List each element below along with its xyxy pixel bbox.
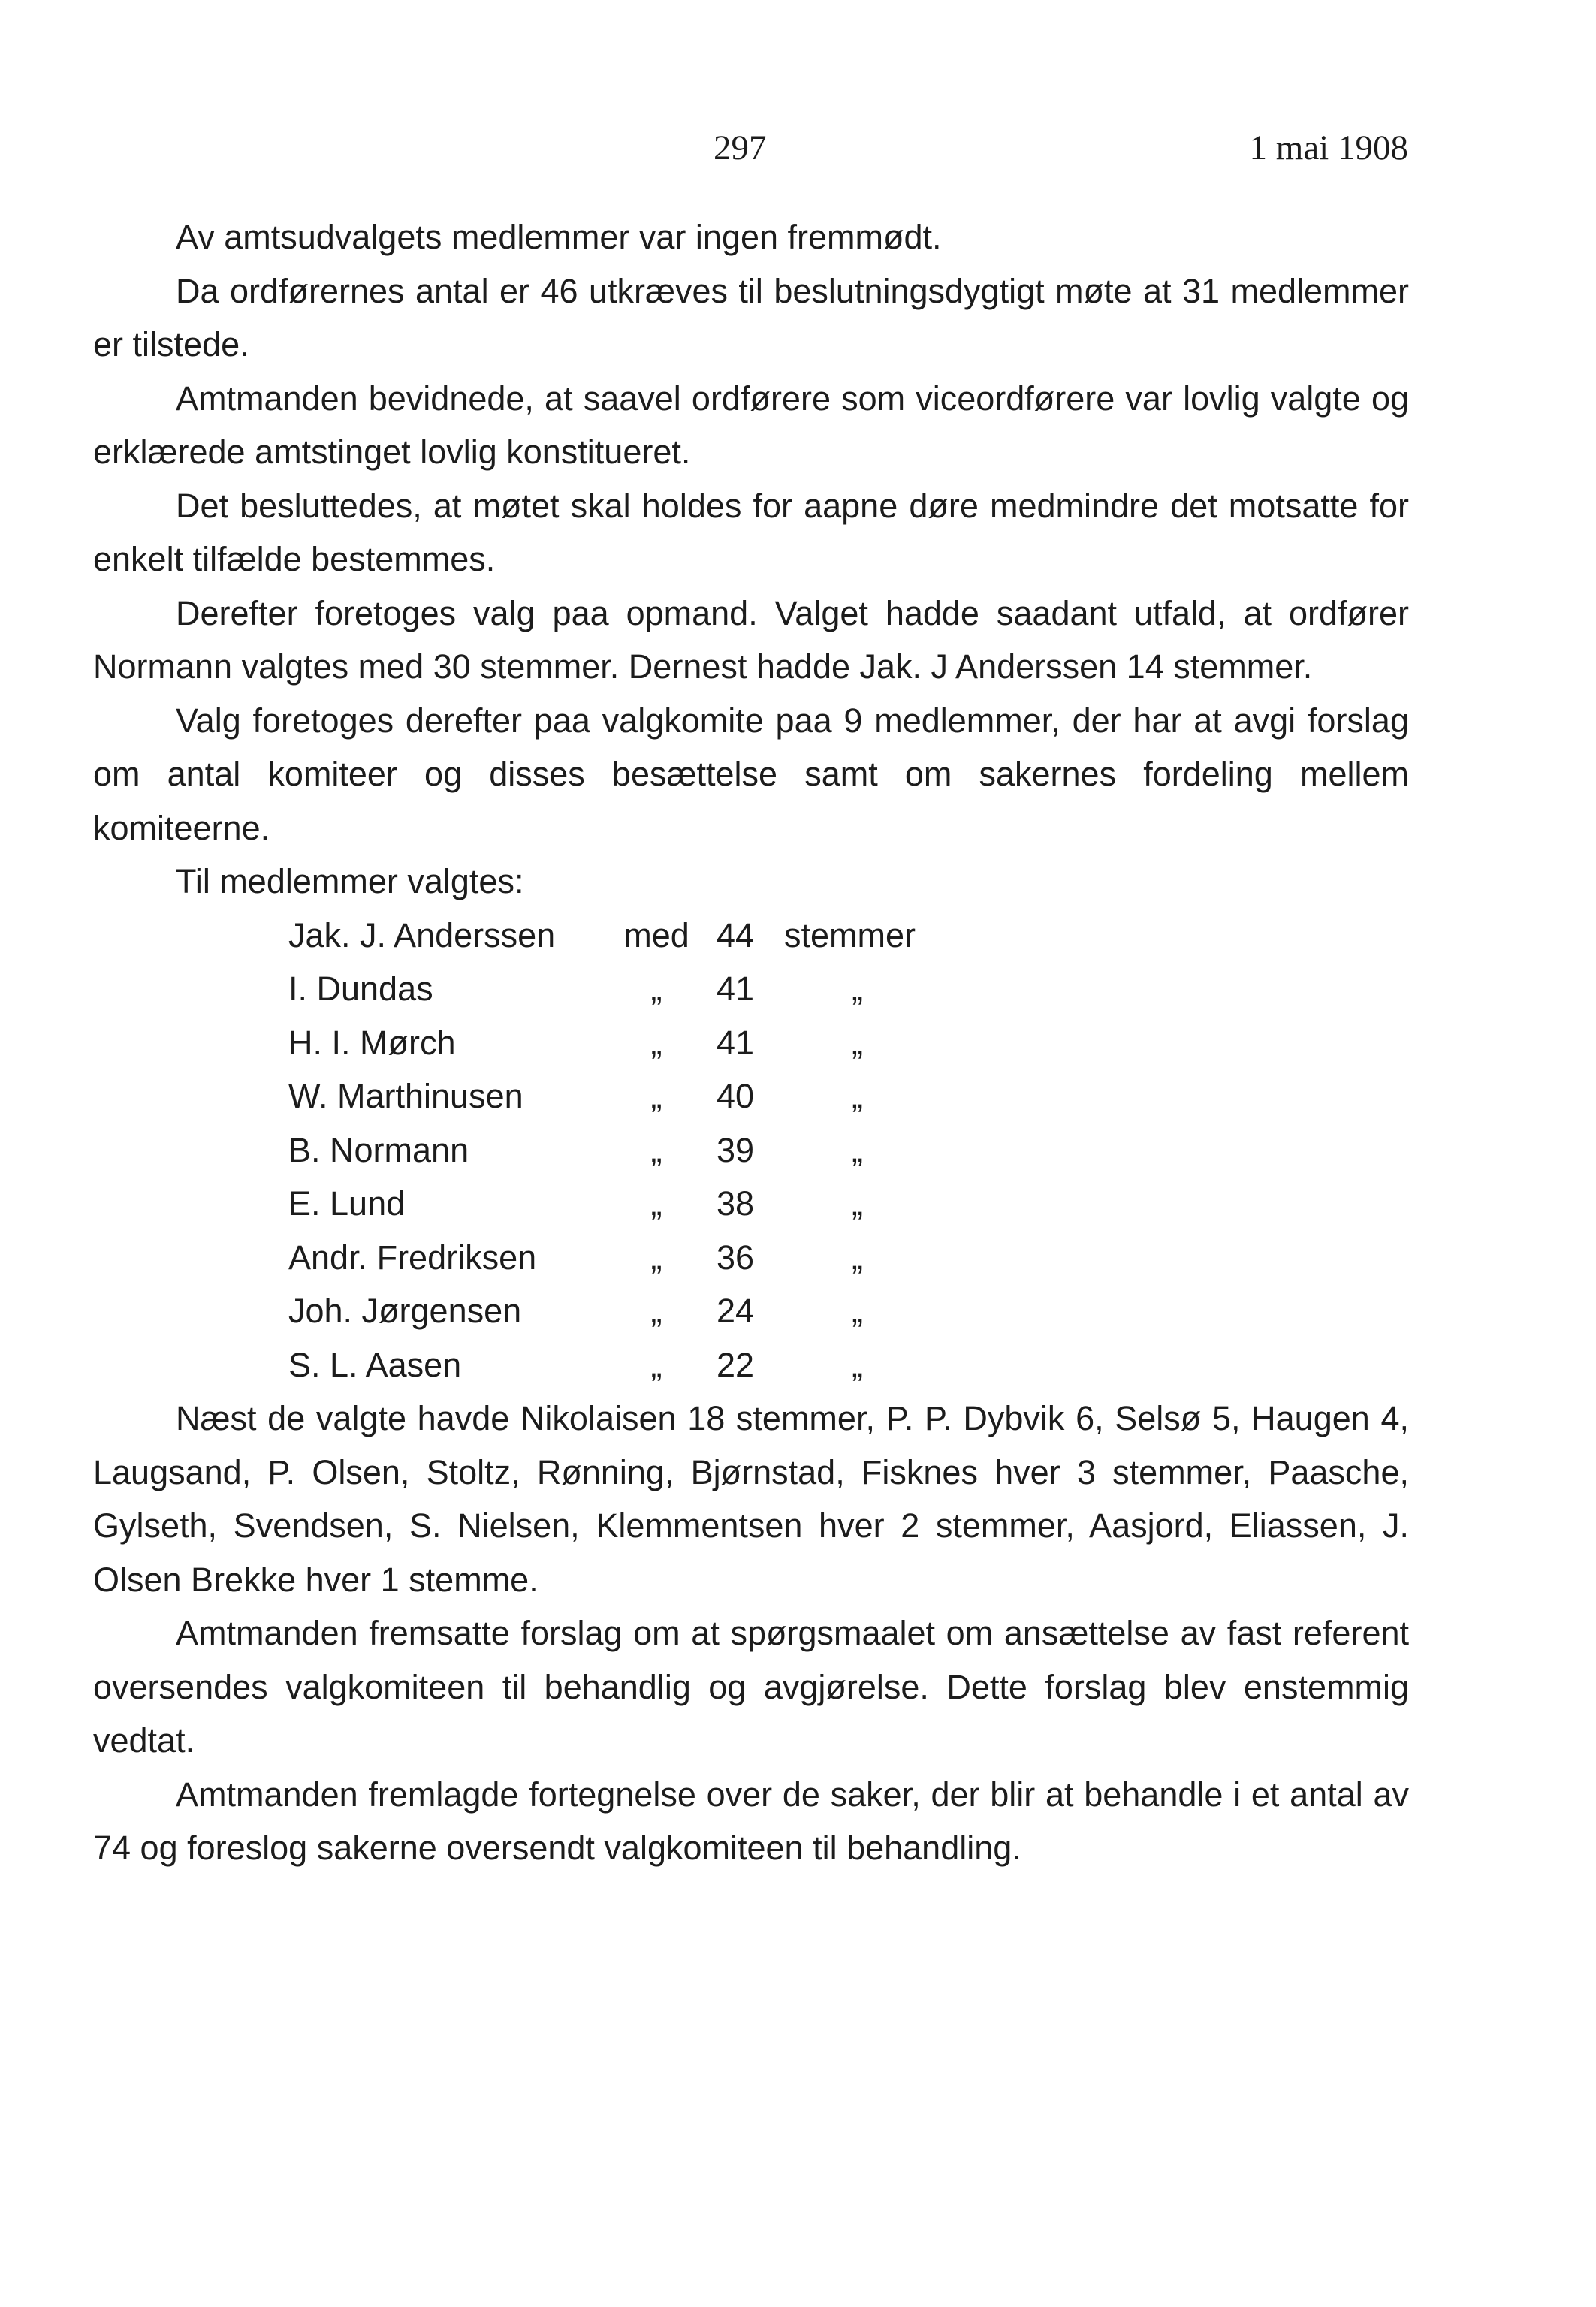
table-row (288, 1069, 1024, 1123)
ditto-mark: „ (852, 1023, 863, 1062)
ditto-mark: „ (650, 970, 662, 1008)
vote-count: 41 (716, 970, 755, 1008)
page-number: 297 (714, 128, 767, 167)
ditto-mark: „ (852, 1292, 863, 1330)
vote-count: 41 (716, 1023, 755, 1062)
body-text (93, 210, 1409, 1875)
member-name: E. Lund (288, 1184, 406, 1223)
paragraph: Amtmanden fremsatte forslag om at spørgsmaalet om ansættelse av fast referent oversendes valgkomiteen til behandlig og avgjørelse. Dette forslag blev enstemmig vedtat. (93, 1614, 1409, 1760)
table-row (288, 909, 1024, 963)
member-name: Andr. Fredriksen (288, 1238, 537, 1277)
vote-table (288, 909, 1024, 1392)
vote-count: 38 (716, 1184, 755, 1223)
paragraph: Amtmanden bevidnede, at saavel ordførere som viceordførere var lovlig valgte og erklærede amtstinget lovlig konstitueret. (93, 378, 1409, 471)
table-row (288, 1338, 1024, 1392)
table-row (288, 1284, 1024, 1338)
list-intro: Til medlemmer valgtes: (176, 862, 524, 900)
member-name: I. Dundas (288, 970, 433, 1008)
member-name: Joh. Jørgensen (288, 1292, 522, 1330)
ditto-mark: „ (650, 1292, 662, 1330)
ditto-mark: „ (852, 970, 863, 1008)
table-row (288, 1123, 1024, 1178)
member-name: W. Marthinusen (288, 1077, 523, 1115)
ditto-mark: „ (852, 1130, 863, 1169)
member-name: H. I. Mørch (288, 1023, 456, 1062)
table-row (288, 1177, 1024, 1231)
med-word: med (623, 915, 689, 954)
member-name: S. L. Aasen (288, 1345, 462, 1384)
paragraph: Derefter foretoges valg paa opmand. Valget hadde saadant utfald, at ordfører Normann valgtes med 30 stemmer. Dernest hadde Jak. J Anderssen 14 stemmer. (93, 593, 1409, 686)
paragraph: Amtmanden fremlagde fortegnelse over de saker, der blir at behandle i et antal av 74 og foreslog sakerne oversendt valgkomiteen til behandling. (93, 1775, 1409, 1867)
ditto-mark: „ (650, 1184, 662, 1223)
ditto-mark: „ (852, 1345, 863, 1384)
ditto-mark: „ (650, 1130, 662, 1169)
vote-count: 40 (716, 1077, 755, 1115)
vote-count: 44 (716, 915, 755, 954)
vote-count: 39 (716, 1130, 755, 1169)
member-name: B. Normann (288, 1130, 469, 1169)
ditto-mark: „ (650, 1345, 662, 1384)
paragraph: Næst de valgte havde Nikolaisen 18 stemmer, P. P. Dybvik 6, Selsø 5, Haugen 4, Laugsand, P. Olsen, Stoltz, Rønning, Bjørnstad, Fisknes hver 3 stemmer, Paasche, Gylseth, Svendsen, S. Nielsen, Klemmentsen hver 2 stemmer, Aasjord, Eliassen, J. Olsen Brekke hver 1 stemme. (93, 1399, 1409, 1599)
vote-count: 22 (716, 1345, 755, 1384)
ditto-mark: „ (852, 1077, 863, 1115)
ditto-mark: „ (650, 1077, 662, 1115)
paragraph: Det besluttedes, at møtet skal holdes for aapne døre medmindre det motsatte for enkelt tilfælde bestemmes. (93, 486, 1409, 578)
page-date: 1 mai 1908 (1249, 128, 1408, 167)
ditto-mark: „ (852, 1184, 863, 1223)
paragraph: Valg foretoges derefter paa valgkomite paa 9 medlemmer, der har at avgi forslag om antal komiteer og disses besættelse samt om sakernes fordeling mellem komiteerne. (93, 701, 1409, 847)
ditto-mark: „ (650, 1238, 662, 1277)
table-row (288, 1016, 1024, 1070)
ditto-mark: „ (852, 1238, 863, 1277)
paragraph: Av amtsudvalgets medlemmer var ingen fremmødt. (176, 218, 942, 256)
ditto-mark: „ (650, 1023, 662, 1062)
vote-unit: stemmer (784, 915, 916, 954)
vote-count: 36 (716, 1238, 755, 1277)
table-row (288, 1231, 1024, 1285)
vote-count: 24 (716, 1292, 755, 1330)
page-header (90, 128, 1408, 180)
paragraph: Da ordførernes antal er 46 utkræves til beslutningsdygtigt møte at 31 medlemmer er tilstede. (93, 271, 1409, 363)
member-name: Jak. J. Anderssen (288, 915, 556, 954)
table-row (288, 962, 1024, 1016)
